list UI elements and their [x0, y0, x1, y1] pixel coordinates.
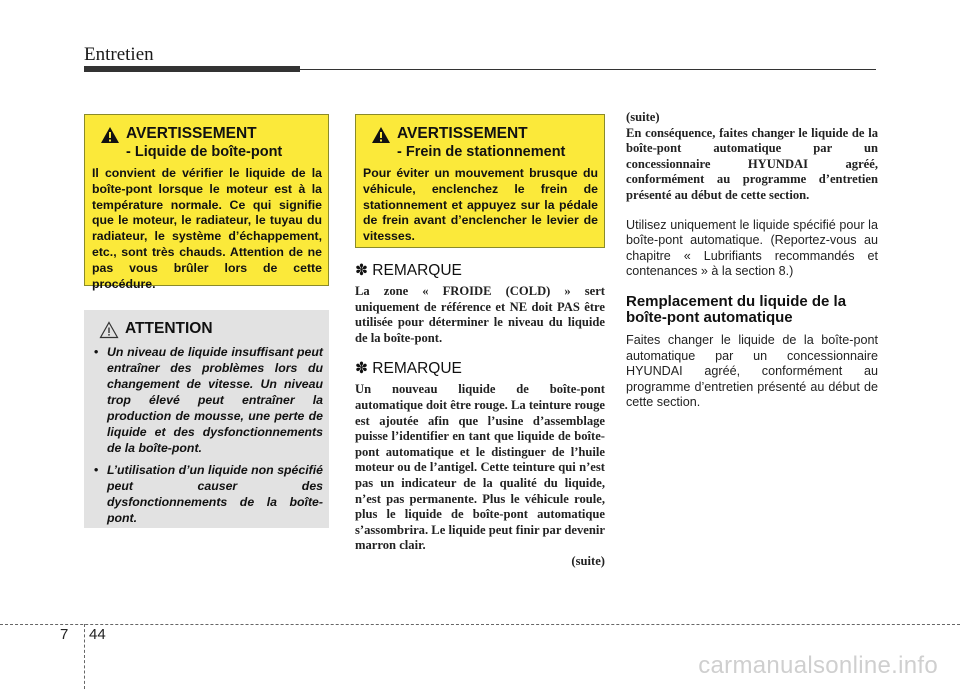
section-title: Remplacement du liquide de la boîte-pont automatique	[626, 292, 847, 327]
notes-column	[355, 262, 605, 570]
warning-triangle-icon	[371, 126, 391, 144]
caution-header	[91, 320, 323, 338]
warning-header	[363, 125, 598, 161]
warning-subtitle: - Frein de stationnement	[397, 144, 566, 160]
warning-triangle-icon	[100, 126, 120, 144]
continued-label: (suite)	[626, 110, 660, 124]
continued-body: En conséquence, faites changer le liquide de la boîte-pont automatique par un concessionnaire HYUNDAI agréé, conformément au programme d’entretien présenté au début de cette section.	[626, 125, 878, 202]
continued-label: (suite)	[571, 553, 605, 568]
footer-rule	[0, 624, 960, 625]
caution-box	[84, 310, 329, 528]
warning-box-transaxle-fluid	[84, 114, 329, 291]
page-header-title: Entretien	[84, 44, 154, 65]
caution-triangle-icon	[99, 321, 119, 339]
warning-body: Pour éviter un mouvement brusque du véhicule, enclenchez le frein de stationnement et appuyez sur la pédale de frein avant d’enclencher le levier de vitesses.	[363, 166, 598, 244]
right-column	[626, 110, 878, 411]
warning-title: AVERTISSEMENT	[126, 125, 257, 142]
note-body: Un nouveau liquide de boîte-pont automatique doit être rouge. La teinture rouge est ajoutée afin que l’usine d’assemblage puisse l’identifier en tant que liquide de boîte-pont automatique et le distinguer de l’huile moteur ou de l’antigel. Cette teinture qui n’est pas un indicateur de la qualité du liquide, n’est pas permanente. Plus le véhicule roule, plus le liquide de boîte-pont automatique s’assombrira. Le liquide peut finir par devenir marron clair.	[355, 382, 605, 553]
warning-header	[92, 125, 322, 161]
note-heading: ✽ REMARQUE	[355, 360, 462, 378]
caution-list	[91, 344, 323, 526]
warning-box-parking-brake	[355, 114, 605, 248]
footer-divider	[84, 624, 85, 689]
caution-item: • Un niveau de liquide insuffisant peut entraîner des problèmes lors du changement de vitesse. Un niveau trop élevé peut entraîner la production de mousse, une perte de liquide et des dysfonctionnements de la boîte-pont.	[94, 345, 323, 455]
chapter-number: 7	[60, 626, 69, 643]
page-number: 44	[89, 626, 106, 643]
header-rule	[300, 69, 876, 70]
fluid-spec-paragraph: Utilisez uniquement le liquide spécifié pour la boîte-pont automatique. (Reportez-vous au chapitre « Lubrifiants recommandés et contenances » à la section 8.)	[626, 217, 878, 279]
header-accent-bar	[84, 66, 300, 72]
warning-title: AVERTISSEMENT	[397, 125, 528, 142]
section-body: Faites changer le liquide de la boîte-pont automatique par un concessionnaire HYUNDAI agréé, conformément au programme d’entretien présenté au début de cette section.	[626, 332, 878, 410]
caution-item: • L’utilisation d’un liquide non spécifié peut causer des dysfonctionnements de la boîte-pont.	[94, 463, 323, 525]
warning-subtitle: - Liquide de boîte-pont	[126, 144, 283, 160]
note-heading: ✽ REMARQUE	[355, 262, 462, 279]
watermark: carmanualsonline.info	[698, 652, 938, 679]
warning-body: Il convient de vérifier le liquide de la boîte-pont lorsque le moteur est à la température normale. Ce qui signifie que le moteur, le radiateur, le tuyau du radiateur, le système d’échappement, etc., sont très chauds. Attention de ne pas vous brûler lors de cette procédure.	[92, 166, 322, 291]
caution-title: ATTENTION	[125, 320, 213, 337]
note-body: La zone « FROIDE (COLD) » sert uniquement de référence et NE doit PAS être utilisée pour déterminer le niveau du liquide de la boîte-pont.	[355, 284, 605, 345]
